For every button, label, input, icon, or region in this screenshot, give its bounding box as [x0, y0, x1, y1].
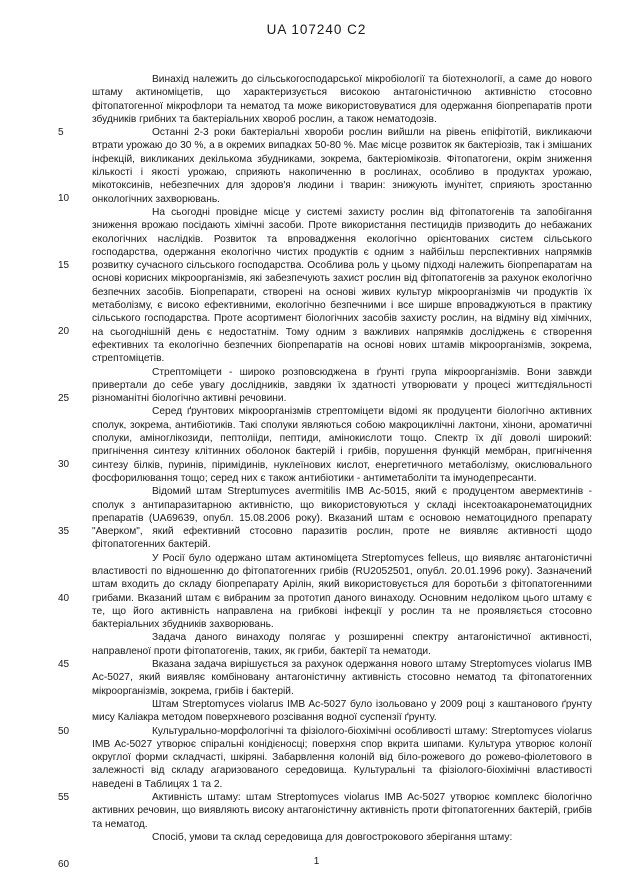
line-number: 20	[58, 326, 70, 337]
line-number: 60	[58, 859, 70, 870]
line-number: 50	[58, 726, 70, 737]
description-body	[92, 73, 592, 844]
paragraph: Культурально-морфологічні та фізіолого-біохімічні особливості штаму: Streptomyces violarus IMB Ac-5027 утворює спіральні конідієносці; поверхня спор вкрита шипами. Культура утворює колонії округлої форми складчасті, шкіряні. Забарвлення колоній від біло-рожевого до рожево-фіолетового в залежності від складу агаризованого середовища. Культуральні та фізіолого-біохімічні властивості наведені в Таблицях 1 та 2.	[92, 725, 592, 790]
line-number: 10	[58, 193, 70, 204]
line-number: 55	[58, 792, 70, 803]
paragraph: Серед ґрунтових мікроорганізмів стрептоміцети відомі як продуценти біологічно активних сполук, зокрема, антибіотиків. Такі сполуки являються собою макроциклічні лактони, хінони, ароматичні сполуки, аміноглікозиди, пептолііди, пептиди, амінокислоти тощо. Спектр їх дії доволі широкий: пригнічення синтезу клітинних оболонок бактерій і грибів, порушення функцій мембран, пригнічення синтезу білків, пуринів, піримідинів, нуклеїнових кислот, енергетичного метаболізму, окислювального фосфорилювання тощо; серед них є також антибіотики - антиметаболіти та імунодепресанти.	[92, 406, 592, 484]
line-number: 45	[58, 659, 70, 670]
paragraph: Активність штаму: штам Streptomyces violarus IMB Ac-5027 утворює комплекс біологічно активних речовин, що виявляють високу антагоністичну активність проти фітопатогенних бактерій, грибів та нематод.	[92, 792, 592, 830]
paragraph: Задача даного винаходу полягає у розширенні спектру антагоністичної активності, направленої проти фітопатогенів, таких, як гриби, бактерії та нематоди.	[92, 632, 592, 657]
line-number: 35	[58, 526, 70, 537]
paragraph: Вказана задача вирішується за рахунок одержання нового штаму Streptomyces violarus IMB Ac-5027, який виявляє комбіновану антагоністичну активність стосовно нематод та фітопатогенних мікроорганізмів, зокрема, грибів і бактерій.	[92, 659, 592, 697]
paragraph: Винахід належить до сільськогосподарської мікробіології та біотехнології, а саме до нового штаму актиноміцетів, що характеризується високою антагоністичною активністю стосовно фітопатогенної мікрофлори та нематод та може використовуватися для одержання біопрепаратів проти збудників грибних та бактеріальних хвороб рослин, а також нематодозів.	[92, 74, 592, 125]
paragraph: На сьогодні провідне місце у системі захисту рослин від фітопатогенів та запобігання зниження врожаю посідають хімічні засоби. Проте використання пестицидів призводить до небажаних екологічних наслідків. Розвиток та впровадження екологічно орієнтованих систем сільського господарства, одержання екологічно чистих продуктів є одним з найбільш перспективних напрямків розвитку сучасного сільського господарства. Особлива роль у цьому підході належить біопрепаратам на основі корисних мікроорганізмів, які забезпечують захист рослин від фітопатогенів за рахунок екологічно безпечних засобів. Біопрепарати, створені на основі живих культур мікроорганізмів чи продуктів їх метаболізму, є високо ефективними, екологічно безпечними і все ширше впроваджуються в практику сільського господарства. Проте асортимент біологічних засобів захисту рослин, на відміну від хімічних, на сьогоднішній день є недостатнім. Тому одним з важливих напрямків досліджень є створення ефективних та екологічно безпечних біопрепаратів на основі нових штамів мікроорганізмів, зокрема, стрептоміцетів.	[92, 206, 592, 365]
paragraph: Останні 2-3 роки бактеріальні хвороби рослин вийшли на рівень епіфітотій, викликаючи втрати урожаю до 30 %, а в окремих випадках 50-80 %. Має місце розвиток як бактеріозів, так і змішаних інфекцій, викликаних декількома збудниками, зокрема, бактеріомікозів. Фітопатогени, окрім зниження кількості і якості урожаю, сприяють накопиченню в рослинах, особливо в продуктах урожаю, мікотоксинів, небезпечних для здоров'я людини і тварин: знижують імунітет, сприяють зростанню онкологічних захворювань.	[92, 127, 592, 205]
paragraph: У Росії було одержано штам актиноміцета Streptomyces felleus, що виявляє антагоністичні властивості по відношенню до фітопатогенних грибів (RU2052501, опубл. 20.01.1996 року). Зазначений штам входить до складу біопрепарату Арілін, який використовується для боротьби з фітопатогенними грибами. Вказаний штам є вибраним за прототип даного винаходу. Основним недоліком цього штаму є те, що його активність направлена на грибкові інфекції у рослин та не проявляється стосовно бактеріальних збудників захворювань.	[92, 552, 592, 631]
patent-number-header: UA 107240 C2	[266, 22, 367, 37]
line-number: 30	[58, 459, 70, 470]
paragraph: Спосіб, умови та склад середовища для довгострокового зберігання штаму:	[152, 831, 513, 843]
line-number: 5	[58, 127, 64, 138]
line-number: 25	[58, 393, 70, 404]
paragraph: Відомий штам Streptumyces avermitilis IMB Ac-5015, який є продуцентом авермектинів - сполук з антипаразитарною активністю, що використовуються у складі інсектоакаронематоцидних препаратів (UA69639, опубл. 15.08.2006 року). Вказаний штам є основою нематоцидного препарату "Аверком", який ефективний стосовно паразитів рослин, проте не виявляє активності щодо фітопатогенних бактерій.	[92, 486, 592, 551]
line-number: 40	[58, 593, 70, 604]
page-number: 1	[313, 856, 320, 867]
paragraph: Штам Streptomyces violarus IMB Ac-5027 було ізольовано у 2009 році з каштанового ґрунту мису Каліакра методом поверхневого розсівання водної суспензії ґрунту.	[92, 698, 592, 724]
line-number: 15	[58, 260, 70, 271]
paragraph: Стрептоміцети - широко розповсюджена в ґрунті група мікроорганізмів. Вони завжди привертали до себе увагу дослідників, завдяки їх здатності утворювати у процесі життєдіяльності різноманітні біологічно активні речовини.	[92, 366, 592, 405]
